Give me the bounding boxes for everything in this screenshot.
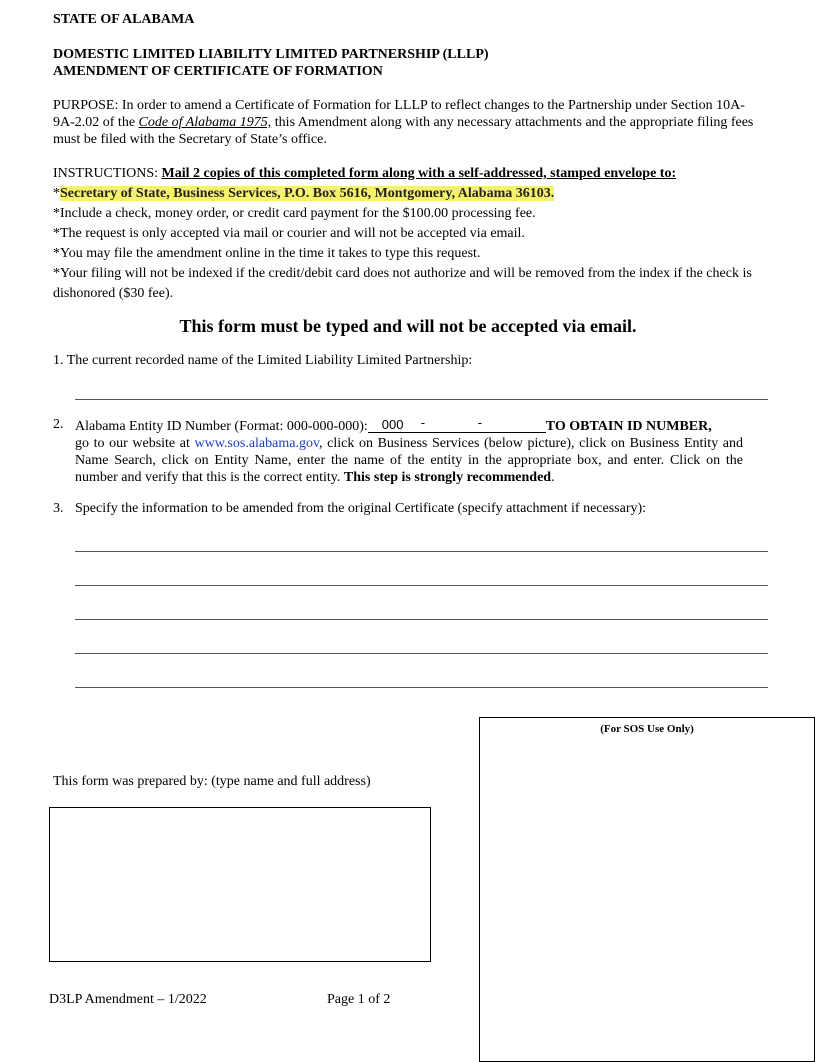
partnership-name-line[interactable] (75, 399, 768, 400)
entity-id-input[interactable] (368, 417, 546, 433)
mailing-address (53, 184, 768, 204)
obtain-id-instructions (75, 435, 743, 486)
obtain-text-2: , click on Business Services (below picture), click on Business Entity and Name Search, click on Entity Name, enter the name of the entity in the appropriate box, and enter. Click on the number and verify that this is the correct entity. (75, 436, 744, 485)
instructions-label: INSTRUCTIONS: (53, 166, 159, 181)
instruction-item: *The request is only accepted via mail or courier and will not be accepted via email. (53, 226, 525, 241)
amendment-line[interactable] (75, 585, 768, 586)
code-reference: Code of Alabama 1975, (138, 115, 272, 130)
page-number: Page 1 of 2 (327, 992, 391, 1007)
amendment-line[interactable] (75, 687, 768, 688)
period: . (551, 470, 555, 485)
instructions-heading (53, 164, 768, 184)
obtain-id-heading: TO OBTAIN ID NUMBER, (545, 419, 712, 434)
address-bullet: * (53, 186, 60, 201)
purpose-paragraph (53, 97, 758, 148)
strongly-recommended-note: This step is strongly recommended (343, 470, 552, 485)
typed-notice: This form must be typed and will not be accepted via email. (179, 316, 637, 336)
entity-id-dash: - (420, 415, 426, 430)
purpose-text-before: In order to amend a Certificate of Formation for LLLP to reflect changes to the Partnership under Section 10A-9A-2.02 of the (53, 98, 745, 130)
obtain-text-1: go to our website at (75, 436, 190, 451)
instructions-block (53, 164, 768, 304)
sos-use-box (479, 717, 815, 1062)
address-highlight: Secretary of State, Business Services, P.O. Box 5616, Montgomery, Alabama 36103. (60, 186, 555, 201)
prepared-by-box[interactable] (49, 807, 431, 962)
instruction-item: *Include a check, money order, or credit card payment for the $100.00 processing fee. (53, 206, 536, 221)
item2-number: 2. (53, 417, 64, 432)
entity-id-prefix: 000 (381, 417, 404, 432)
form-id-footer: D3LP Amendment – 1/2022 (49, 992, 207, 1007)
amendment-line[interactable] (75, 551, 768, 552)
sos-website-link[interactable]: www.sos.alabama.gov (194, 436, 320, 451)
purpose-label: PURPOSE: (53, 98, 119, 113)
form-title-line2: AMENDMENT OF CERTIFICATE OF FORMATION (53, 64, 383, 79)
form-title (53, 46, 489, 80)
instruction-item: *You may file the amendment online in the time it takes to type this request. (53, 246, 481, 261)
amendment-line[interactable] (75, 653, 768, 654)
item3-number: 3. (53, 501, 64, 516)
entity-id-label: Alabama Entity ID Number (Format: 000-000-000): (75, 419, 368, 434)
sos-use-label: (For SOS Use Only) (600, 723, 694, 735)
state-heading: STATE OF ALABAMA (53, 12, 195, 27)
item3-label: Specify the information to be amended from the original Certificate (specify attachment if necessary): (75, 501, 647, 516)
entity-id-row (75, 417, 743, 435)
mail-instructions: Mail 2 copies of this completed form along with a self-addressed, stamped envelope to: (161, 166, 677, 181)
form-title-line1: DOMESTIC LIMITED LIABILITY LIMITED PARTNERSHIP (LLLP) (53, 47, 489, 62)
amendment-line[interactable] (75, 619, 768, 620)
item2-paragraph (75, 417, 743, 486)
prepared-by-label: This form was prepared by: (type name and full address) (53, 774, 371, 789)
entity-id-dash: - (477, 415, 483, 430)
instruction-item: *Your filing will not be indexed if the credit/debit card does not authorize and will be removed from the index if the check is dishonored ($30 fee). (53, 266, 752, 301)
item1-label: 1. The current recorded name of the Limited Liability Limited Partnership: (53, 353, 473, 368)
purpose-text-after: this Amendment along with any necessary attachments and the appropriate filing fees must be filed with the Secretary of State’s office. (53, 115, 754, 147)
